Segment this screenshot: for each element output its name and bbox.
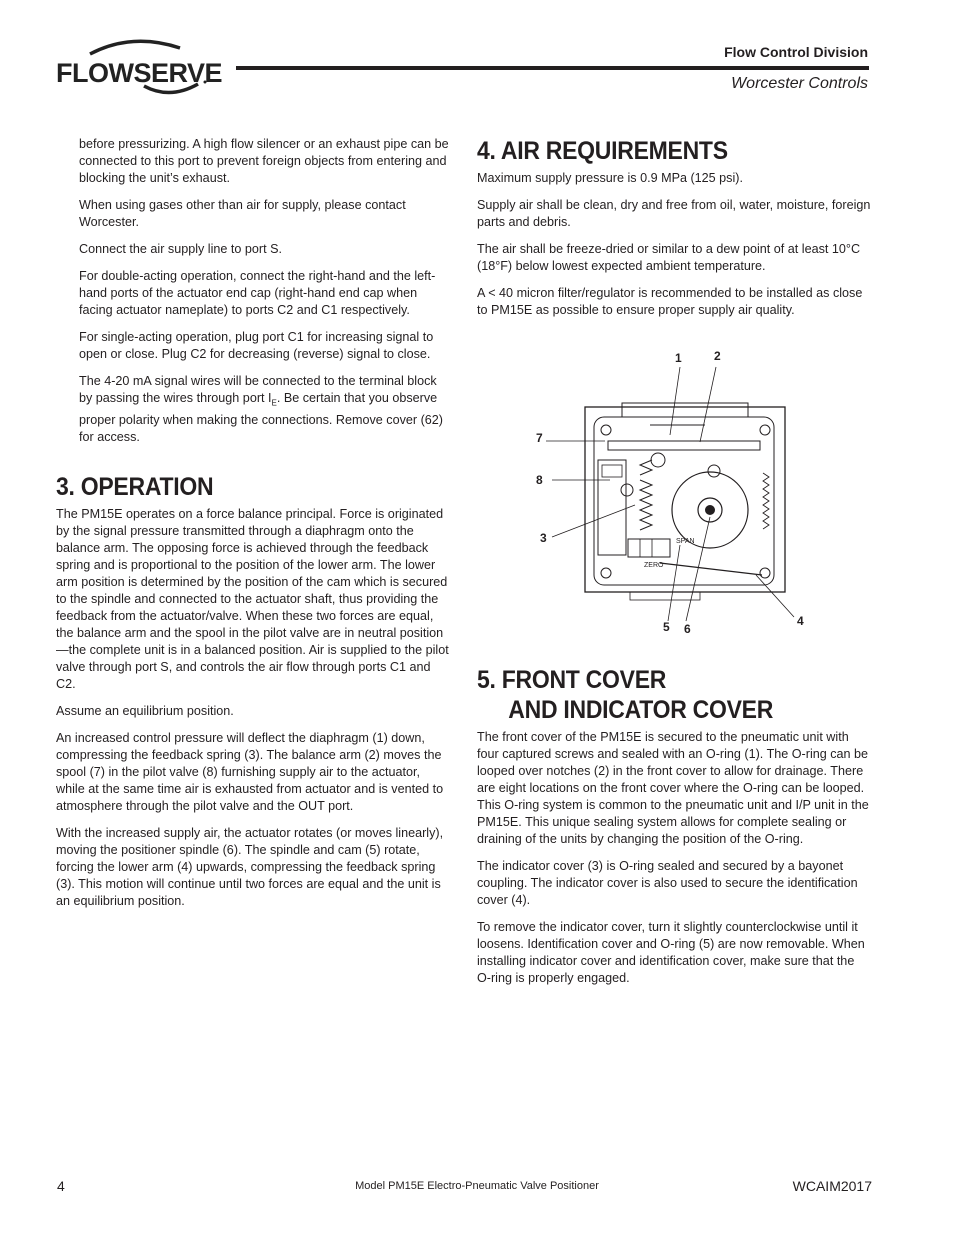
callout-label: 5 bbox=[663, 620, 670, 634]
flowserve-logo bbox=[52, 38, 222, 100]
callout-label: 7 bbox=[536, 431, 543, 445]
page-header bbox=[0, 0, 954, 110]
footer-title: Model PM15E Electro-Pneumatic Valve Positioner bbox=[355, 1180, 599, 1192]
heading-line: AND INDICATOR COVER bbox=[508, 696, 774, 724]
subdivision-name: Worcester Controls bbox=[731, 75, 868, 92]
callout-label: 8 bbox=[536, 473, 543, 487]
division-name: Flow Control Division bbox=[724, 44, 868, 60]
paragraph: Supply air shall be clean, dry and free from oil, water, moisture, foreign parts and debris. bbox=[477, 198, 871, 229]
callout-label: 2 bbox=[714, 349, 721, 363]
callout-label: 6 bbox=[684, 622, 691, 636]
paragraph: The PM15E operates on a force balance principal. Force is originated by the signal pressure transmitted through a diaphragm onto the balance arm. The opposing force is achieved through the feedback spring and is proportional to the position of the lower arm. The lower arm position is determined by the position of the cam which is secured to the spindle and connected to the actuator shaft, thus providing the feedback from the actuator/valve. When these two forces are equal, the balance arm and the spool in the pilot valve are in neutral position—the complete unit is in a balanced position. Air is supplied to the pilot valve through port S, and controls the air flow through ports C1 and C2. bbox=[56, 506, 449, 691]
callout-label: 3 bbox=[540, 531, 547, 545]
span-label: SPAN bbox=[676, 538, 695, 545]
callout-label: 4 bbox=[797, 614, 804, 628]
page-number: 4 bbox=[57, 1178, 65, 1194]
logo-wordmark: FLOWSERVE bbox=[56, 58, 223, 88]
paragraph bbox=[56, 373, 450, 446]
paragraph: Connect the air supply line to port S. bbox=[79, 242, 283, 256]
section-heading-front-cover bbox=[477, 665, 839, 725]
paragraph: To remove the indicator cover, turn it slightly counterclockwise until it loosens. Identification cover and O-ring (5) are now removable. When installing indicator cover and identification cover, make sure that the O-ring is properly engaged. bbox=[477, 920, 865, 985]
paragraph: The air shall be freeze-dried or similar to a dew point of at least 10°C (18°F) below lowest expected ambient temperature. bbox=[477, 242, 861, 273]
subscript: E bbox=[271, 398, 277, 408]
paragraph: Assume an equilibrium position. bbox=[56, 703, 234, 718]
positioner-diagram bbox=[530, 345, 830, 645]
paragraph: The front cover of the PM15E is secured to the pneumatic unit with four captured screws and sealed with an O-ring (1). The O-ring can be looped over notches (2) in the front cover to allow for drainage. There are eight locations on the front cover where the O-ring can be looped. This O-ring system is common to the pneumatic unit and I/P unit in the PM15E. This unique sealing system allows for complete sealing or draining of the units by changing the position of the O-ring. bbox=[477, 730, 869, 846]
callout-label: 1 bbox=[675, 351, 682, 365]
left-column bbox=[56, 136, 450, 920]
document-code: WCAIM2017 bbox=[792, 1178, 872, 1194]
paragraph: For double-acting operation, connect the right-hand and the left-hand ports of the actuator end cap (right-hand end cap when facing actuator nameplate) to ports C2 and C1 respectively. bbox=[79, 269, 436, 317]
paragraph: The indicator cover (3) is O-ring sealed and secured by a bayonet coupling. The indicator cover is also used to secure the identification cover (4). bbox=[477, 859, 858, 907]
section-heading-operation: 3. OPERATION bbox=[56, 472, 214, 501]
positioner-drawing bbox=[530, 345, 830, 645]
paragraph: A < 40 micron filter/regulator is recommended to be installed as close to PM15E as possible to ensure proper supply air quality. bbox=[477, 286, 863, 317]
heading-line: 5. FRONT COVER bbox=[477, 666, 667, 694]
paragraph: before pressurizing. A high flow silencer or an exhaust pipe can be connected to this port to prevent foreign objects from entering and blocking the unit’s exhaust. bbox=[79, 137, 449, 185]
section-heading-air-requirements: 4. AIR REQUIREMENTS bbox=[477, 137, 728, 165]
header-rule bbox=[236, 66, 869, 70]
paragraph: When using gases other than air for supply, please contact Worcester. bbox=[79, 198, 406, 229]
page-footer bbox=[0, 1170, 954, 1210]
text-run: . Be certain that you observe proper polarity when making the connections. Remove cover (62) for access. bbox=[79, 391, 444, 444]
paragraph: Maximum supply pressure is 0.9 MPa (125 psi). bbox=[477, 171, 743, 185]
text-run: The 4-20 mA signal wires will be connected to the terminal block by passing the wires through port I bbox=[79, 374, 437, 405]
zero-label: ZERO bbox=[644, 562, 664, 569]
paragraph: With the increased supply air, the actuator rotates (or moves linearly), moving the positioner spindle (6). The spindle and cam (5) rotate, forcing the lower arm (4) upwards, compressing the feedback spring (3). This motion will continue until two forces are equal and the unit is an equilibrium position. bbox=[56, 825, 444, 908]
paragraph: An increased control pressure will deflect the diaphragm (1) down, compressing the feedback spring (3). The balance arm (2) moves the spool (7) in the pilot valve (8) furnishing supply air to the actuator, while at the same time air is exhausted from actuator and is vented to atmosphere through the pilot valve and the OUT port. bbox=[56, 730, 444, 813]
paragraph: For single-acting operation, plug port C1 for increasing signal to open or close. Plug C2 for decreasing (reverse) signal to close. bbox=[79, 330, 434, 361]
